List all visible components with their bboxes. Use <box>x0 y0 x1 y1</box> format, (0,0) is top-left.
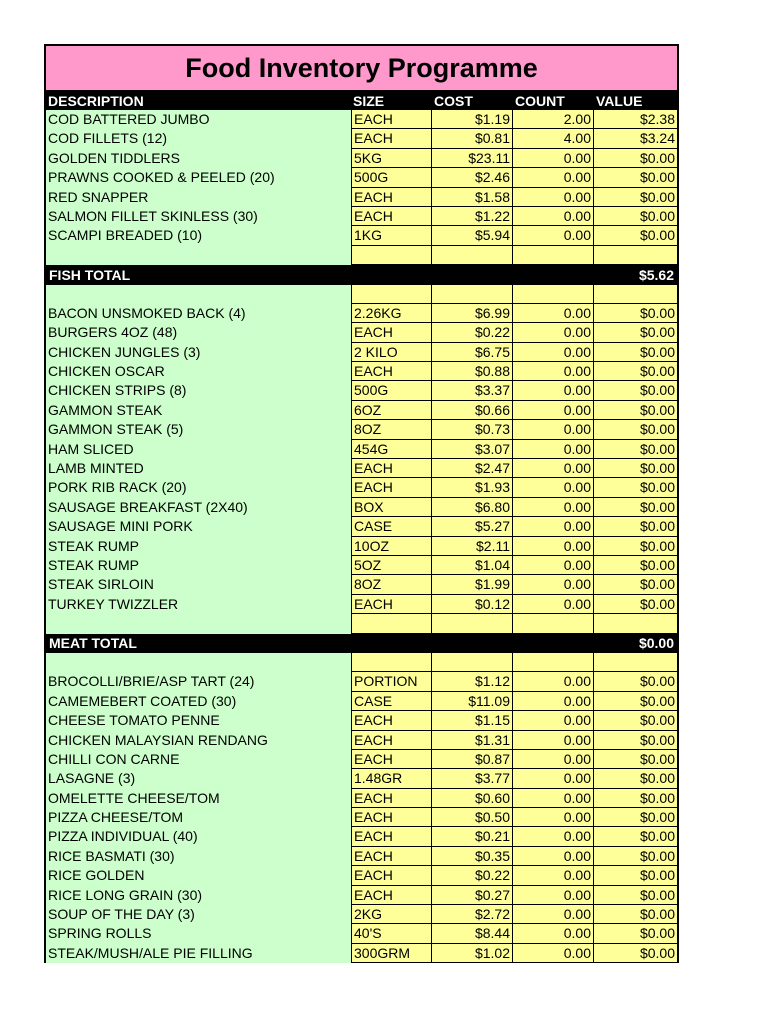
value-cell[interactable]: $0.00 <box>594 304 677 323</box>
cost-cell[interactable]: $5.27 <box>432 517 513 536</box>
description-cell[interactable]: COD BATTERED JUMBO <box>46 110 351 129</box>
cost-cell[interactable]: $0.21 <box>432 827 513 846</box>
table-row <box>46 769 677 788</box>
table-row <box>46 323 677 342</box>
size-cell[interactable]: PORTION <box>351 672 432 691</box>
count-cell[interactable]: 0.00 <box>513 207 594 226</box>
size-cell[interactable]: CASE <box>351 692 432 711</box>
value-cell[interactable]: $0.00 <box>594 905 677 924</box>
size-cell[interactable]: EACH <box>351 129 432 148</box>
count-cell[interactable]: 0.00 <box>513 866 594 885</box>
table-row <box>46 226 677 245</box>
count-cell[interactable]: 4.00 <box>513 129 594 148</box>
value-cell[interactable]: $2.38 <box>594 110 677 129</box>
count-cell[interactable]: 2.00 <box>513 110 594 129</box>
blank-row <box>46 285 677 304</box>
value-cell[interactable]: $0.00 <box>594 381 677 400</box>
blank-row <box>46 653 677 672</box>
description-cell <box>46 285 351 304</box>
column-header-cost: COST <box>434 92 473 109</box>
cost-cell[interactable]: $3.07 <box>432 440 513 459</box>
table-row <box>46 440 677 459</box>
table-row <box>46 731 677 750</box>
section-total-value: $0.00 <box>638 635 674 652</box>
value-cell[interactable]: $0.00 <box>594 420 677 439</box>
description-cell[interactable]: BROCOLLI/BRIE/ASP TART (24) <box>46 672 351 691</box>
table-row <box>46 401 677 420</box>
description-cell[interactable]: CHICKEN MALAYSIAN RENDANG <box>46 731 351 750</box>
description-cell[interactable]: STEAK RUMP <box>46 556 351 575</box>
description-cell[interactable]: PORK RIB RACK (20) <box>46 478 351 497</box>
value-cell[interactable]: $0.00 <box>594 711 677 730</box>
value-cell[interactable]: $0.00 <box>594 886 677 905</box>
size-cell[interactable]: EACH <box>351 731 432 750</box>
count-cell[interactable]: 0.00 <box>513 556 594 575</box>
cost-cell[interactable]: $1.02 <box>432 944 513 963</box>
description-cell[interactable]: OMELETTE CHEESE/TOM <box>46 789 351 808</box>
column-header-description: DESCRIPTION <box>48 92 144 109</box>
size-cell[interactable]: 8OZ <box>351 420 432 439</box>
size-cell[interactable] <box>351 653 432 672</box>
count-cell[interactable]: 0.00 <box>513 711 594 730</box>
count-cell[interactable]: 0.00 <box>513 769 594 788</box>
description-cell[interactable]: COD FILLETS (12) <box>46 129 351 148</box>
description-cell[interactable]: STEAK SIRLOIN <box>46 575 351 594</box>
cost-cell[interactable]: $0.73 <box>432 420 513 439</box>
description-cell <box>46 614 351 633</box>
table-row <box>46 886 677 905</box>
section-total-row <box>46 265 677 284</box>
cost-cell[interactable] <box>432 246 513 265</box>
cost-cell[interactable] <box>432 285 513 304</box>
table-row <box>46 207 677 226</box>
table-row <box>46 905 677 924</box>
table-row <box>46 575 677 594</box>
section-total-value: $5.62 <box>638 266 674 283</box>
value-cell[interactable]: $0.00 <box>594 149 677 168</box>
value-cell[interactable] <box>594 285 677 304</box>
count-cell[interactable]: 0.00 <box>513 304 594 323</box>
size-cell[interactable]: 5KG <box>351 149 432 168</box>
description-cell[interactable]: CHICKEN OSCAR <box>46 362 351 381</box>
value-cell[interactable]: $0.00 <box>594 343 677 362</box>
description-cell[interactable]: RICE GOLDEN <box>46 866 351 885</box>
count-cell[interactable]: 0.00 <box>513 478 594 497</box>
size-cell[interactable]: 8OZ <box>351 575 432 594</box>
table-row <box>46 847 677 866</box>
table-row <box>46 827 677 846</box>
count-cell[interactable] <box>513 285 594 304</box>
table-row <box>46 595 677 614</box>
size-cell[interactable]: EACH <box>351 847 432 866</box>
size-cell[interactable] <box>351 614 432 633</box>
value-cell[interactable]: $0.00 <box>594 769 677 788</box>
count-cell[interactable]: 0.00 <box>513 924 594 943</box>
description-cell <box>46 653 351 672</box>
size-cell[interactable]: EACH <box>351 711 432 730</box>
cost-cell[interactable]: $1.93 <box>432 478 513 497</box>
count-cell[interactable]: 0.00 <box>513 459 594 478</box>
cost-cell[interactable]: $0.27 <box>432 886 513 905</box>
description-cell[interactable]: SAUSAGE MINI PORK <box>46 517 351 536</box>
description-cell[interactable]: BACON UNSMOKED BACK (4) <box>46 304 351 323</box>
table-row <box>46 343 677 362</box>
count-cell[interactable]: 0.00 <box>513 944 594 963</box>
count-cell[interactable] <box>513 246 594 265</box>
size-cell[interactable]: 10OZ <box>351 537 432 556</box>
column-header-count: COUNT <box>515 92 565 109</box>
count-cell[interactable]: 0.00 <box>513 517 594 536</box>
cost-cell[interactable]: $2.47 <box>432 459 513 478</box>
value-cell[interactable]: $0.00 <box>594 595 677 614</box>
cost-cell[interactable]: $3.37 <box>432 381 513 400</box>
table-row <box>46 517 677 536</box>
section-total-row <box>46 634 677 653</box>
description-cell[interactable]: SOUP OF THE DAY (3) <box>46 905 351 924</box>
description-cell[interactable]: LAMB MINTED <box>46 459 351 478</box>
cost-cell[interactable]: $2.72 <box>432 905 513 924</box>
description-cell[interactable]: RED SNAPPER <box>46 188 351 207</box>
size-cell[interactable]: 300GRM <box>351 944 432 963</box>
value-cell[interactable]: $0.00 <box>594 459 677 478</box>
size-cell[interactable]: EACH <box>351 110 432 129</box>
cost-cell[interactable]: $1.99 <box>432 575 513 594</box>
cost-cell[interactable]: $23.11 <box>432 149 513 168</box>
size-cell[interactable]: EACH <box>351 595 432 614</box>
value-cell[interactable]: $0.00 <box>594 827 677 846</box>
size-cell[interactable]: CASE <box>351 517 432 536</box>
count-cell[interactable]: 0.00 <box>513 808 594 827</box>
table-row <box>46 478 677 497</box>
value-cell[interactable]: $3.24 <box>594 129 677 148</box>
cost-cell[interactable]: $0.12 <box>432 595 513 614</box>
cost-cell[interactable]: $6.75 <box>432 343 513 362</box>
value-cell[interactable]: $0.00 <box>594 944 677 963</box>
count-cell[interactable]: 0.00 <box>513 149 594 168</box>
column-header-size: SIZE <box>353 92 385 109</box>
table-row <box>46 168 677 187</box>
table-row <box>46 304 677 323</box>
size-cell[interactable]: EACH <box>351 323 432 342</box>
cost-cell[interactable]: $2.46 <box>432 168 513 187</box>
inventory-sheet <box>44 44 679 963</box>
cost-cell[interactable]: $6.80 <box>432 498 513 517</box>
cost-cell[interactable]: $8.44 <box>432 924 513 943</box>
count-cell[interactable]: 0.00 <box>513 692 594 711</box>
cost-cell[interactable]: $0.22 <box>432 866 513 885</box>
table-row <box>46 672 677 691</box>
count-cell[interactable]: 0.00 <box>513 188 594 207</box>
description-cell[interactable]: TURKEY TWIZZLER <box>46 595 351 614</box>
size-cell[interactable]: EACH <box>351 886 432 905</box>
table-row <box>46 498 677 517</box>
size-cell[interactable]: 2.26KG <box>351 304 432 323</box>
value-cell[interactable]: $0.00 <box>594 847 677 866</box>
table-row <box>46 420 677 439</box>
column-header-row <box>46 91 677 110</box>
table-row <box>46 381 677 400</box>
count-cell[interactable]: 0.00 <box>513 537 594 556</box>
size-cell[interactable]: EACH <box>351 207 432 226</box>
count-cell[interactable]: 0.00 <box>513 323 594 342</box>
value-cell[interactable]: $0.00 <box>594 924 677 943</box>
value-cell[interactable]: $0.00 <box>594 362 677 381</box>
value-cell[interactable]: $0.00 <box>594 750 677 769</box>
description-cell[interactable]: HAM SLICED <box>46 440 351 459</box>
size-cell[interactable]: EACH <box>351 808 432 827</box>
size-cell[interactable]: EACH <box>351 188 432 207</box>
description-cell[interactable]: CHICKEN STRIPS (8) <box>46 381 351 400</box>
cost-cell[interactable]: $0.60 <box>432 789 513 808</box>
cost-cell[interactable]: $6.99 <box>432 304 513 323</box>
count-cell[interactable]: 0.00 <box>513 420 594 439</box>
count-cell[interactable] <box>513 614 594 633</box>
cost-cell[interactable]: $1.19 <box>432 110 513 129</box>
size-cell[interactable] <box>351 285 432 304</box>
description-cell[interactable]: CHICKEN JUNGLES (3) <box>46 343 351 362</box>
value-cell[interactable]: $0.00 <box>594 575 677 594</box>
cost-cell[interactable]: $0.88 <box>432 362 513 381</box>
table-row <box>46 750 677 769</box>
table-row <box>46 459 677 478</box>
table-row <box>46 110 677 129</box>
blank-row <box>46 614 677 633</box>
count-cell[interactable]: 0.00 <box>513 886 594 905</box>
count-cell[interactable] <box>513 653 594 672</box>
count-cell[interactable]: 0.00 <box>513 381 594 400</box>
value-cell[interactable]: $0.00 <box>594 692 677 711</box>
description-cell[interactable]: GOLDEN TIDDLERS <box>46 149 351 168</box>
size-cell[interactable]: 500G <box>351 381 432 400</box>
description-cell[interactable]: PIZZA INDIVIDUAL (40) <box>46 827 351 846</box>
value-cell[interactable]: $0.00 <box>594 517 677 536</box>
description-cell[interactable]: LASAGNE (3) <box>46 769 351 788</box>
size-cell[interactable]: 1KG <box>351 226 432 245</box>
value-cell[interactable]: $0.00 <box>594 440 677 459</box>
size-cell[interactable]: EACH <box>351 827 432 846</box>
description-cell[interactable]: BURGERS 4OZ (48) <box>46 323 351 342</box>
count-cell[interactable]: 0.00 <box>513 595 594 614</box>
count-cell[interactable]: 0.00 <box>513 827 594 846</box>
size-cell[interactable]: 454G <box>351 440 432 459</box>
size-cell[interactable]: 40'S <box>351 924 432 943</box>
size-cell[interactable]: EACH <box>351 750 432 769</box>
inventory-body <box>46 110 677 963</box>
table-row <box>46 362 677 381</box>
count-cell[interactable]: 0.00 <box>513 731 594 750</box>
count-cell[interactable]: 0.00 <box>513 905 594 924</box>
size-cell[interactable]: 5OZ <box>351 556 432 575</box>
cost-cell[interactable]: $0.66 <box>432 401 513 420</box>
count-cell[interactable]: 0.00 <box>513 226 594 245</box>
size-cell[interactable] <box>351 246 432 265</box>
count-cell[interactable]: 0.00 <box>513 401 594 420</box>
cost-cell[interactable] <box>432 653 513 672</box>
size-cell[interactable]: 2 KILO <box>351 343 432 362</box>
cost-cell[interactable]: $1.31 <box>432 731 513 750</box>
cost-cell[interactable] <box>432 614 513 633</box>
count-cell[interactable]: 0.00 <box>513 440 594 459</box>
cost-cell[interactable]: $0.87 <box>432 750 513 769</box>
cost-cell[interactable]: $1.58 <box>432 188 513 207</box>
description-cell <box>46 246 351 265</box>
column-header-value: VALUE <box>596 92 643 109</box>
table-row <box>46 692 677 711</box>
cost-cell[interactable]: $0.50 <box>432 808 513 827</box>
cost-cell[interactable]: $1.12 <box>432 672 513 691</box>
value-cell[interactable]: $0.00 <box>594 207 677 226</box>
size-cell[interactable]: EACH <box>351 478 432 497</box>
size-cell[interactable]: EACH <box>351 866 432 885</box>
size-cell[interactable]: BOX <box>351 498 432 517</box>
value-cell[interactable]: $0.00 <box>594 808 677 827</box>
table-row <box>46 188 677 207</box>
cost-cell[interactable]: $5.94 <box>432 226 513 245</box>
description-cell[interactable]: SAUSAGE BREAKFAST (2X40) <box>46 498 351 517</box>
table-row <box>46 556 677 575</box>
table-row <box>46 808 677 827</box>
size-cell[interactable]: 6OZ <box>351 401 432 420</box>
value-cell[interactable] <box>594 246 677 265</box>
count-cell[interactable]: 0.00 <box>513 750 594 769</box>
size-cell[interactable]: 500G <box>351 168 432 187</box>
cost-cell[interactable]: $1.22 <box>432 207 513 226</box>
count-cell[interactable]: 0.00 <box>513 847 594 866</box>
table-row <box>46 149 677 168</box>
description-cell[interactable]: CHEESE TOMATO PENNE <box>46 711 351 730</box>
value-cell[interactable]: $0.00 <box>594 188 677 207</box>
value-cell[interactable]: $0.00 <box>594 866 677 885</box>
table-row <box>46 537 677 556</box>
value-cell[interactable]: $0.00 <box>594 168 677 187</box>
size-cell[interactable]: EACH <box>351 789 432 808</box>
cost-cell[interactable]: $1.15 <box>432 711 513 730</box>
description-cell[interactable]: PRAWNS COOKED & PEELED (20) <box>46 168 351 187</box>
value-cell[interactable] <box>594 614 677 633</box>
cost-cell[interactable]: $0.22 <box>432 323 513 342</box>
cost-cell[interactable]: $0.81 <box>432 129 513 148</box>
description-cell[interactable]: CHILLI CON CARNE <box>46 750 351 769</box>
count-cell[interactable]: 0.00 <box>513 672 594 691</box>
table-row <box>46 866 677 885</box>
value-cell[interactable]: $0.00 <box>594 672 677 691</box>
table-row <box>46 924 677 943</box>
value-cell[interactable]: $0.00 <box>594 556 677 575</box>
value-cell[interactable]: $0.00 <box>594 226 677 245</box>
description-cell[interactable]: RICE LONG GRAIN (30) <box>46 886 351 905</box>
section-total-label: MEAT TOTAL <box>49 635 137 652</box>
description-cell[interactable]: SALMON FILLET SKINLESS (30) <box>46 207 351 226</box>
count-cell[interactable]: 0.00 <box>513 362 594 381</box>
value-cell[interactable] <box>594 653 677 672</box>
value-cell[interactable]: $0.00 <box>594 731 677 750</box>
cost-cell[interactable]: $0.35 <box>432 847 513 866</box>
description-cell[interactable]: STEAK RUMP <box>46 537 351 556</box>
description-cell[interactable]: GAMMON STEAK <box>46 401 351 420</box>
size-cell[interactable]: EACH <box>351 459 432 478</box>
value-cell[interactable]: $0.00 <box>594 789 677 808</box>
blank-row <box>46 246 677 265</box>
description-cell[interactable]: RICE BASMATI (30) <box>46 847 351 866</box>
description-cell[interactable]: GAMMON STEAK (5) <box>46 420 351 439</box>
count-cell[interactable]: 0.00 <box>513 343 594 362</box>
description-cell[interactable]: PIZZA CHEESE/TOM <box>46 808 351 827</box>
table-row <box>46 944 677 963</box>
table-row <box>46 789 677 808</box>
section-total-label: FISH TOTAL <box>49 266 131 283</box>
cost-cell[interactable]: $1.04 <box>432 556 513 575</box>
value-cell[interactable]: $0.00 <box>594 478 677 497</box>
description-cell[interactable]: CAMEMEBERT COATED (30) <box>46 692 351 711</box>
cost-cell[interactable]: $11.09 <box>432 692 513 711</box>
value-cell[interactable]: $0.00 <box>594 498 677 517</box>
sheet-title: Food Inventory Programme <box>46 46 677 91</box>
size-cell[interactable]: 2KG <box>351 905 432 924</box>
cost-cell[interactable]: $3.77 <box>432 769 513 788</box>
count-cell[interactable]: 0.00 <box>513 498 594 517</box>
size-cell[interactable]: 1.48GR <box>351 769 432 788</box>
value-cell[interactable]: $0.00 <box>594 537 677 556</box>
description-cell[interactable]: SPRING ROLLS <box>46 924 351 943</box>
count-cell[interactable]: 0.00 <box>513 168 594 187</box>
cost-cell[interactable]: $2.11 <box>432 537 513 556</box>
table-row <box>46 711 677 730</box>
count-cell[interactable]: 0.00 <box>513 789 594 808</box>
description-cell[interactable]: SCAMPI BREADED (10) <box>46 226 351 245</box>
description-cell[interactable]: STEAK/MUSH/ALE PIE FILLING <box>46 944 351 963</box>
count-cell[interactable]: 0.00 <box>513 575 594 594</box>
value-cell[interactable]: $0.00 <box>594 401 677 420</box>
table-row <box>46 129 677 148</box>
value-cell[interactable]: $0.00 <box>594 323 677 342</box>
size-cell[interactable]: EACH <box>351 362 432 381</box>
